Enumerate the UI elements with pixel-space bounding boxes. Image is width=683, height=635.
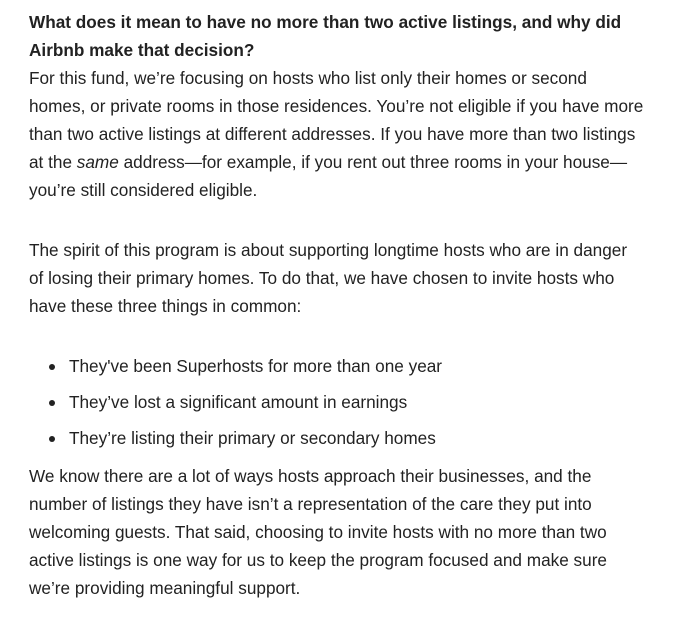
list-item [49,352,644,380]
criteria-list [29,352,644,452]
question-heading: What does it mean to have no more than two active listings, and why did Airbnb make that decision? [29,12,622,60]
eligibility-text-before: For this fund, we’re focusing on hosts who list only their homes or second homes, or private rooms in those residences. You’re not eligible if you have more than two active listings at different addresses. If you have more than two listings at the [29,68,644,172]
bullet-dot-icon [49,400,55,406]
criteria-text: They’ve lost a significant amount in earnings [69,392,408,412]
bullet-dot-icon [49,364,55,370]
list-item [49,388,644,416]
list-item [49,424,644,452]
eligibility-text-after: address—for example, if you rent out three rooms in your house—you’re still considered eligible. [29,152,628,200]
program-spirit-paragraph: The spirit of this program is about supporting longtime hosts who are in danger of losing their primary homes. To do that, we have chosen to invite hosts who have these three things in common: [29,240,628,316]
emphasis-same: same [76,152,119,172]
closing-paragraph: We know there are a lot of ways hosts approach their businesses, and the number of listings they have isn’t a representation of the care they put into welcoming guests. That said, choosing to invite hosts with no more than two active listings is one way for us to keep the program focused and make sure we’re providing meaningful support. [29,466,607,598]
eligibility-paragraph [29,64,644,204]
criteria-text: They've been Superhosts for more than one year [69,356,443,376]
bullet-dot-icon [49,436,55,442]
criteria-text: They’re listing their primary or secondary homes [69,428,436,448]
